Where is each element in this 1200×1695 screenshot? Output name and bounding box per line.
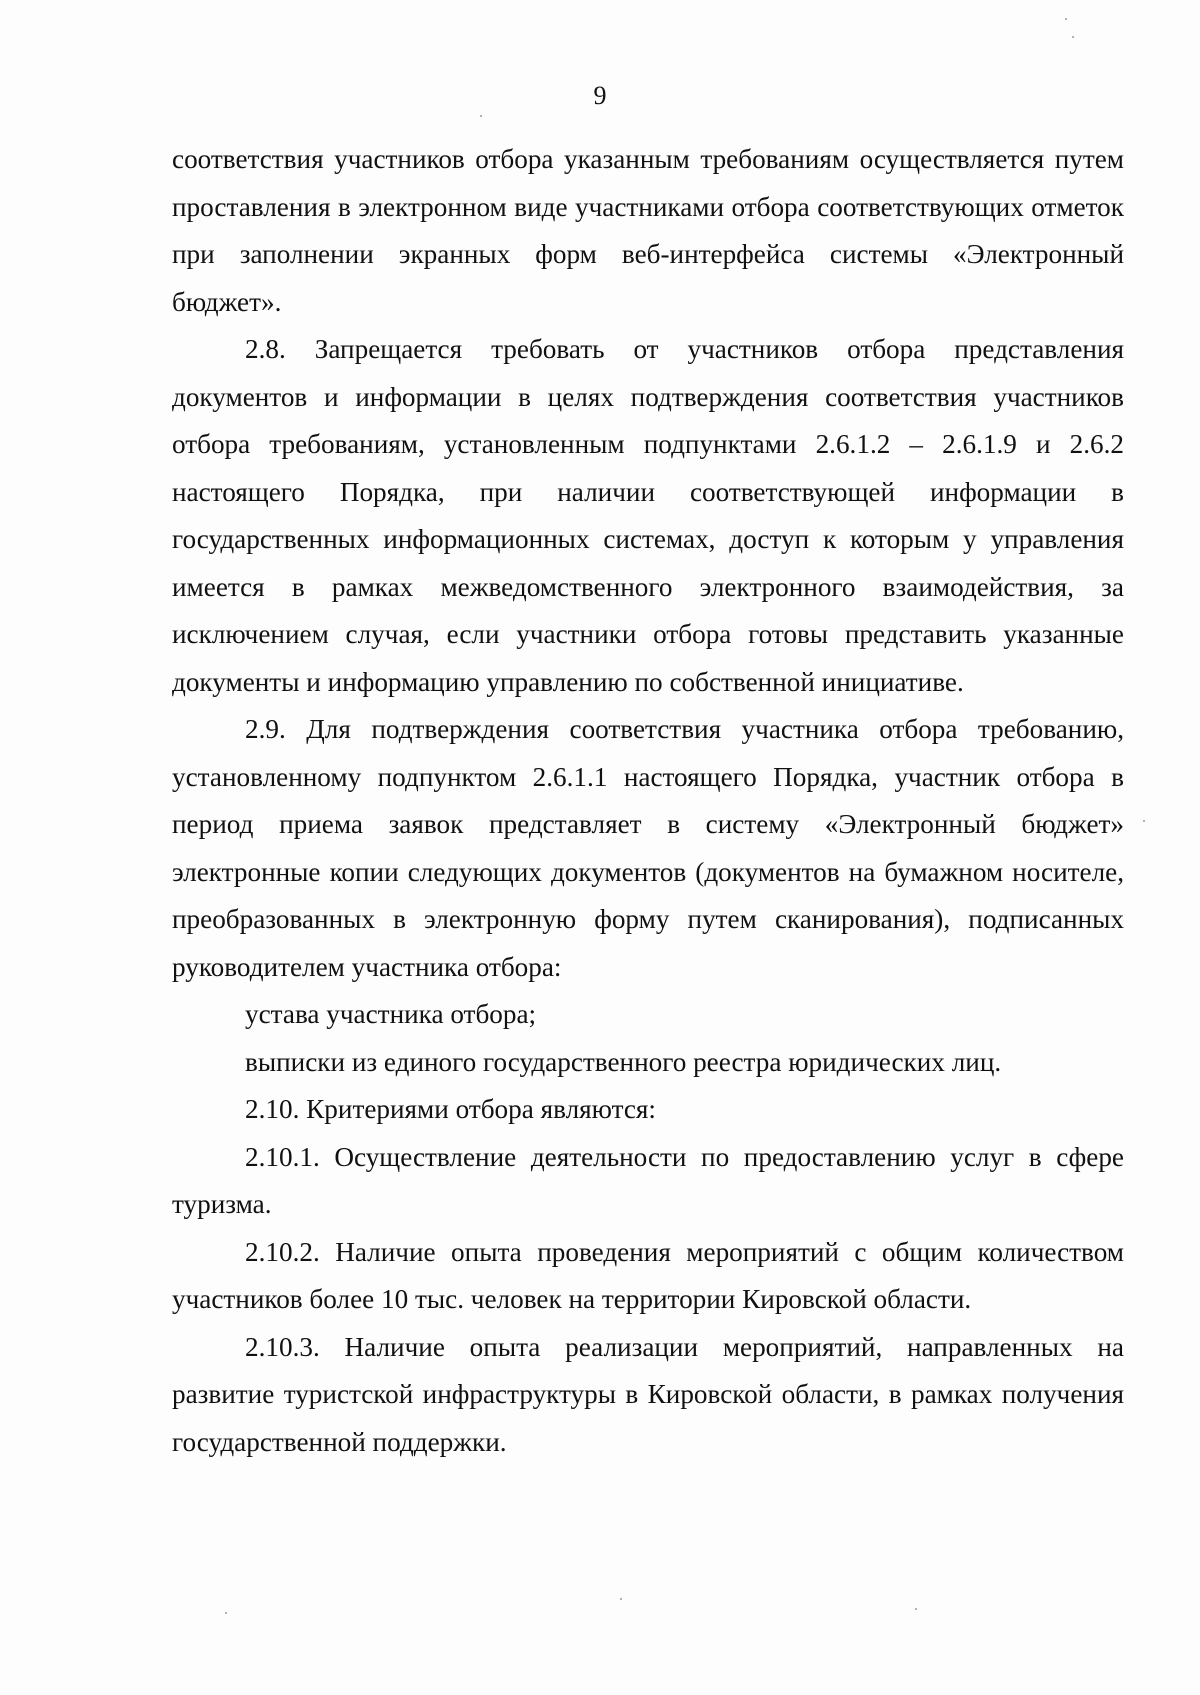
document-body bbox=[172, 136, 1124, 1466]
paragraph-2-10-3: 2.10.3. Наличие опыта реализации мероприятий, направленных на развитие туристской инфраструктуры в Кировской области, в рамках получения государственной поддержки. bbox=[172, 1331, 1124, 1457]
scan-speck bbox=[1072, 36, 1074, 38]
paragraph-2-10-2: 2.10.2. Наличие опыта проведения мероприятий с общим количеством участников более 10 тыс. человек на территории Кировской области. bbox=[172, 1236, 1124, 1314]
scan-speck bbox=[1143, 820, 1145, 822]
paragraph-2-8: 2.8. Запрещается требовать от участников отбора представления документов и информации в целях подтверждения соответствия участников отбора требованиям, установленным подпунктами 2.6.1.2 – 2.6.1.9 и 2.6.2 настоящего Порядка, при наличии соответствующей информации в государственных информационных системах, доступ к которым у управления имеется в рамках межведомственного электронного взаимодействия, за исключением случая, если участники отбора готовы представить указанные документы и информацию управлению по собственной инициативе. bbox=[172, 334, 1124, 697]
paragraph-continuation: соответствия участников отбора указанным требованиям осуществляется путем проставления в электронном виде участниками отбора соответствующих отметок при заполнении экранных форм веб-интерфейса системы «Электронный бюджет». bbox=[172, 144, 1124, 317]
list-item-charter: устава участника отбора; bbox=[245, 999, 537, 1029]
list-item-registry-extract: выписки из единого государственного реестра юридических лиц. bbox=[245, 1046, 1002, 1077]
page-number: 9 bbox=[593, 81, 607, 110]
paragraph-2-10-1: 2.10.1. Осуществление деятельности по предоставлению услуг в сфере туризма. bbox=[172, 1141, 1124, 1219]
paragraph-2-9: 2.9. Для подтверждения соответствия участника отбора требованию, установленному подпунктом 2.6.1.1 настоящего Порядка, участник отбора в период приема заявок представляет в систему «Электронный бюджет» электронные копии следующих документов (документов на бумажном носителе, преобразованных в электронную форму путем сканирования), подписанных руководителем участника отбора: bbox=[172, 714, 1124, 982]
scan-speck bbox=[915, 1608, 917, 1610]
scan-speck bbox=[480, 115, 482, 117]
scan-speck bbox=[225, 1612, 227, 1614]
paragraph-2-10: 2.10. Критериями отбора являются: bbox=[245, 1094, 656, 1124]
scan-speck bbox=[620, 1598, 622, 1600]
scan-speck bbox=[1065, 18, 1067, 20]
